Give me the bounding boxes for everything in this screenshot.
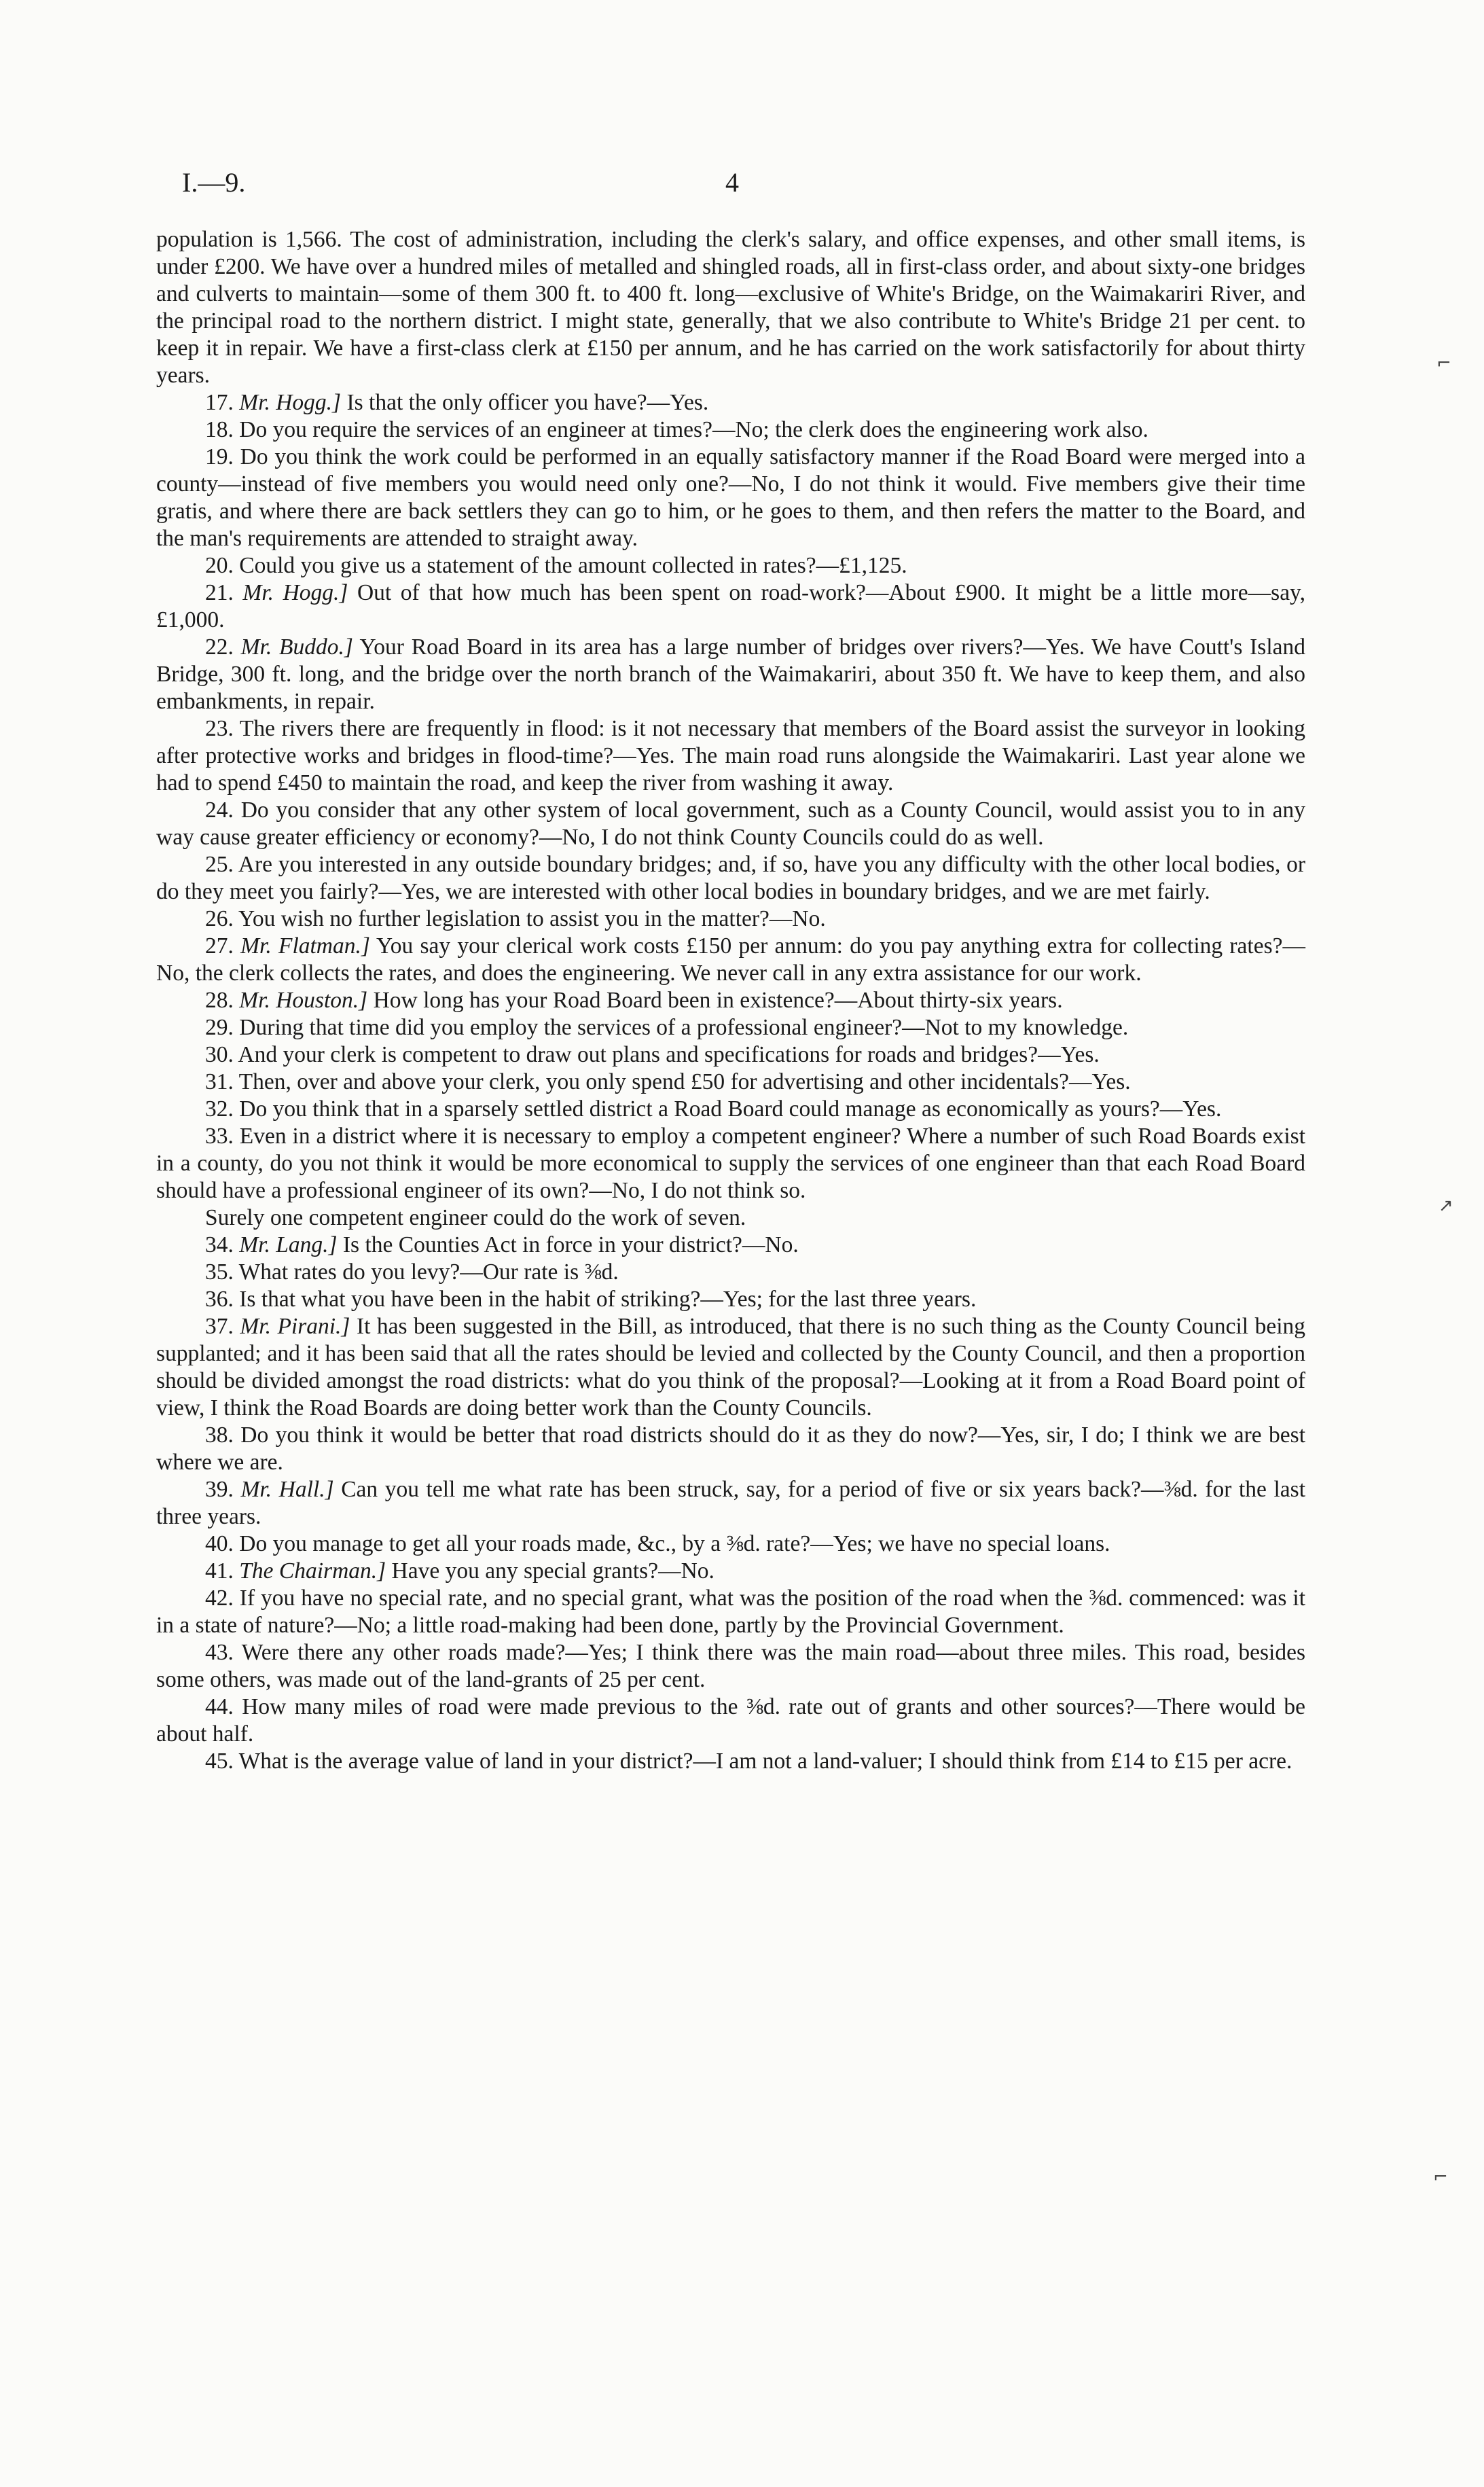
paragraph-text: Surely one competent engineer could do the work of seven. [205,1205,746,1230]
speaker-name: Mr. Hogg.] [242,580,348,605]
paragraph-text: Even in a district where it is necessary to employ a competent engineer? Where a number of such Road Boards exist in a county, do you not think it would be more economical to supply the services of one engineer than that each Road Board should have a professional engineer of its own?—No, I do not think so. [156,1124,1305,1203]
question-number: 17. [205,390,240,415]
paragraph [156,1286,1305,1313]
paragraph-text: Do you think that in a sparsely settled district a Road Board could manage as economically as yours?—Yes. [239,1096,1222,1122]
paragraph-text: Then, over and above your clerk, you only spend £50 for advertising and other incidentals?—Yes. [238,1069,1131,1094]
paragraph [156,851,1305,906]
paragraph [156,906,1305,933]
question-number: 43. [205,1640,242,1665]
question-number: 37. [205,1314,240,1339]
margin-mark: ⌐ [1433,2167,1448,2187]
paragraph-text: Do you think the work could be performed in an equally satisfactory manner if the Road Board were merged into a county—instead of five members you would need only one?—No, I do not think it would. Five members give their time gratis, and where there are back settlers they can go to him, or he goes to them, and then refers the matter to the Board, and the man's requirements are attended to straight away. [156,444,1305,551]
paragraph-text: How long has your Road Board been in existence?—About thirty-six years. [373,988,1063,1013]
page-number: 4 [725,167,739,198]
margin-mark: ↗ [1438,1196,1453,1216]
question-number: 35. [205,1259,239,1285]
paragraph [156,226,1305,389]
paragraph [156,933,1305,987]
paragraph-text: Out of that how much has been spent on road-work?—About £900. It might be a little more—say, £1,000. [156,580,1306,632]
paragraph-text: How many miles of road were made previous to the ⅜d. rate out of grants and other sources?—There would be about half. [156,1694,1306,1747]
margin-mark: ⌐ [1436,353,1451,374]
question-number: 40. [205,1531,240,1556]
question-number: 30. [205,1042,238,1067]
paragraph [156,1123,1305,1204]
paragraph [156,1313,1305,1422]
paragraph [156,579,1305,634]
paragraph-text: It has been suggested in the Bill, as introduced, that there is no such thing as the County Council being supplanted; and it has been said that all the rates should be levied and collected by the County Council, and then a proportion should be divided amongst the road districts: what do you think of the proposal?—Looking at it from a Road Board point of view, I think the Road Boards are doing better work than the County Councils. [156,1314,1306,1420]
paragraph [156,1422,1305,1476]
paragraph [156,1748,1305,1775]
paragraph [156,1096,1305,1123]
speaker-name: Mr. Hall.] [240,1477,334,1502]
paragraph [156,1639,1305,1694]
paragraph [156,1204,1305,1232]
question-number: 34. [205,1232,240,1257]
paragraph-text: Can you tell me what rate has been struck, say, for a period of five or six years back?—⅜d. for the last three years. [156,1477,1306,1529]
paragraph-text: Is that what you have been in the habit of striking?—Yes; for the last three years. [239,1287,977,1312]
paragraph-text: Do you manage to get all your roads made, &c., by a ⅜d. rate?—Yes; we have no special loans. [239,1531,1110,1556]
question-number: 18. [205,417,240,442]
question-number: 41. [205,1558,240,1584]
speaker-name: Mr. Houston.] [239,988,368,1013]
question-number: 44. [205,1694,242,1719]
paragraph-text: During that time did you employ the services of a professional engineer?—Not to my knowledge. [239,1015,1129,1040]
speaker-name: Mr. Buddo.] [240,634,353,660]
paragraph [156,1041,1305,1069]
paragraph-text: What rates do you levy?—Our rate is ⅜d. [238,1259,619,1285]
paragraph-text: Do you require the services of an engineer at times?—No; the clerk does the engineering work also. [239,417,1148,442]
speaker-name: Mr. Hogg.] [239,390,342,415]
paragraph-text: You wish no further legislation to assist you in the matter?—No. [238,906,826,931]
paragraph-text: Is that the only officer you have?—Yes. [346,390,709,415]
paragraph-text: Do you consider that any other system of local government, such as a County Council, would assist you to in any way cause greater efficiency or economy?—No, I do not think County Councils could do as well. [156,798,1305,850]
paragraph-text: Have you any special grants?—No. [391,1558,714,1584]
paragraph [156,634,1305,715]
paragraph-text: population is 1,566. The cost of administration, including the clerk's salary, and office expenses, and other small items, is under £200. We have over a hundred miles of metalled and shingled roads, all in first-class order, and about sixty-one bridges and culverts to maintain—some of them 300 ft. to 400 ft. long—exclusive of White's Bridge, on the Waimakariri River, and the principal road to the northern district. I might state, generally, that we also contribute to White's Bridge 21 per cent. to keep it in repair. We have a first-class clerk at £150 per annum, and he has carried on the work satisfactorily for about thirty years. [156,227,1305,388]
body-text [156,226,1305,1775]
paragraph-text: The rivers there are frequently in flood: is it not necessary that members of the Board assist the surveyor in looking after protective works and bridges in flood-time?—Yes. The main road runs alongside the Waimakariri. Last year alone we had to spend £450 to maintain the road, and keep the river from washing it away. [156,716,1305,795]
paragraph [156,797,1305,851]
question-number: 42. [205,1586,240,1611]
paragraph [156,1259,1305,1286]
question-number: 26. [205,906,239,931]
speaker-name: Mr. Pirani.] [240,1314,350,1339]
paragraph [156,1558,1305,1585]
question-number: 36. [205,1287,240,1312]
question-number: 25. [205,852,238,877]
paragraph-text: Do you think it would be better that road districts should do it as they do now?—Yes, sir, I do; I think we are best where we are. [156,1423,1306,1475]
paragraph [156,444,1305,552]
question-number: 45. [205,1749,239,1774]
question-number: 32. [205,1096,240,1122]
paragraph [156,1694,1305,1748]
question-number: 23. [205,716,240,741]
question-number: 21. [205,580,243,605]
page-header [182,166,1337,207]
question-number: 20. [205,553,240,578]
question-number: 31. [205,1069,239,1094]
paragraph-text: What is the average value of land in your district?—I am not a land-valuer; I should think from £14 to £15 per acre. [238,1749,1292,1774]
paragraph-text: You say your clerical work costs £150 per annum: do you pay anything extra for collecting rates?—No, the clerk collects the rates, and does the engineering. We never call in any extra assistance for our work. [156,933,1306,986]
paragraph [156,1585,1305,1639]
question-number: 28. [205,988,240,1013]
paragraph [156,1531,1305,1558]
question-number: 29. [205,1015,240,1040]
speaker-name: Mr. Lang.] [239,1232,338,1257]
document-reference: I.—9. [182,167,246,198]
question-number: 38. [205,1423,241,1448]
paragraph [156,416,1305,444]
question-number: 22. [205,634,241,660]
paragraph [156,1476,1305,1531]
speaker-name: The Chairman.] [239,1558,386,1584]
paragraph-text: Are you interested in any outside boundary bridges; and, if so, have you any difficulty with the other local bodies, or do they meet you fairly?—Yes, we are interested with other local bodies in boundary bridges, and we are met fairly. [156,852,1306,904]
question-number: 27. [205,933,241,959]
paragraph-text: Is the Counties Act in force in your district?—No. [342,1232,799,1257]
speaker-name: Mr. Flatman.] [240,933,370,959]
question-number: 24. [205,798,241,823]
paragraph [156,1069,1305,1096]
paragraph [156,715,1305,797]
question-number: 33. [205,1124,240,1149]
paragraph [156,552,1305,579]
question-number: 19. [205,444,240,469]
paragraph [156,389,1305,416]
paragraph-text: Could you give us a statement of the amount collected in rates?—£1,125. [239,553,907,578]
paragraph-text: Were there any other roads made?—Yes; I think there was the main road—about three miles. This road, besides some others, was made out of the land-grants of 25 per cent. [156,1640,1305,1692]
paragraph-text: Your Road Board in its area has a large number of bridges over rivers?—Yes. We have Coutt's Island Bridge, 300 ft. long, and the bridge over the north branch of the Waimakariri, about 350 ft. We have to keep them, and also embankments, in repair. [156,634,1306,714]
paragraph [156,1232,1305,1259]
paragraph [156,1014,1305,1041]
paragraph [156,987,1305,1014]
question-number: 39. [205,1477,241,1502]
paragraph-text: And your clerk is competent to draw out plans and specifications for roads and bridges?—Yes. [238,1042,1100,1067]
paragraph-text: If you have no special rate, and no special grant, what was the position of the road when the ⅜d. commenced: was it in a state of nature?—No; a little road-making had been done, partly by the Provincial Government. [156,1586,1305,1638]
